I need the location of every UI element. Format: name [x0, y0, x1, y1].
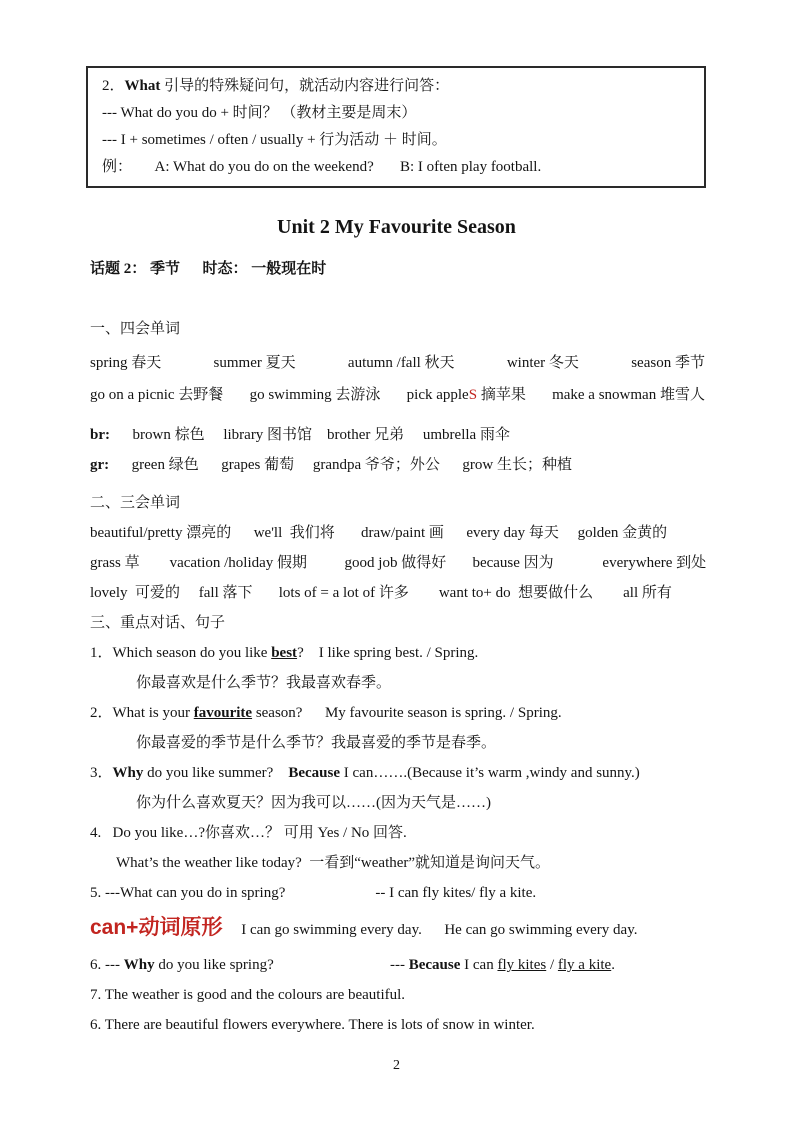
vocab-item-pick-apples: [407, 380, 526, 410]
can-structure-line: [90, 910, 733, 948]
sentence-text: season? My favourite season is spring. / Spring.: [252, 705, 562, 721]
grammar-box-line-2: --- What do you do + 时间？ （教材主要是周末）: [102, 105, 417, 121]
sentence-text: .: [611, 957, 615, 973]
sentence-text: 6. ---: [90, 957, 124, 973]
br-words-line: [90, 420, 733, 450]
sentence-text: 2．What is your: [90, 705, 194, 721]
section-1-heading: 一、四会单词: [90, 321, 181, 337]
three-skill-row-1: beautiful/pretty 漂亮的 we'll 我们将 draw/paint 画 every day 每天 golden 金黄的: [90, 525, 668, 541]
section-3-heading: 三、重点对话、句子: [90, 615, 226, 631]
sentence-7: 7. The weather is good and the colours are beautiful.: [90, 987, 406, 1003]
keyword-best: best: [271, 645, 298, 661]
sentence-4-weather: What’s the weather like today? 一看到“weather”就知道是询问天气。: [116, 855, 551, 871]
gr-label: gr:: [90, 457, 110, 473]
section-2-heading: 二、三会单词: [90, 495, 181, 511]
sentence-text: /: [546, 957, 558, 973]
three-skill-row-3: lovely 可爱的 fall 落下 lots of = a lot of 许多 want to+ do 想要做什么 all 所有: [90, 585, 672, 601]
vocab-item: go swimming 去游泳: [249, 387, 381, 403]
grammar-box: [86, 66, 706, 188]
sentence-2-en: [90, 698, 733, 728]
sentence-5: 5. ---What can you do in spring? -- I can fly kites/ fly a kite.: [90, 885, 537, 901]
grammar-box-line-1-keyword: What: [124, 78, 161, 94]
sentence-text: 1．Which season do you like: [90, 645, 272, 661]
can-structure-label: can+动词原形: [90, 916, 223, 939]
vocab-row-activities: [90, 380, 705, 410]
vocab-item: spring 春天: [90, 355, 162, 371]
br-words: brown 棕色 library 图书馆 brother 兄弟 umbrella 雨伞: [110, 427, 510, 443]
grammar-box-line-1-num: 2．: [102, 78, 125, 94]
sentence-4-en: 4. Do you like…?你喜欢…？ 可用 Yes / No 回答.: [90, 825, 407, 841]
sentence-text: do you like summer?: [143, 765, 289, 781]
underlined-fly-kites: fly kites: [497, 957, 547, 973]
grammar-box-line-4: 例： A: What do you do on the weekend? B: I often play football.: [102, 159, 542, 175]
gr-words-line: [90, 450, 733, 480]
keyword-why: Why: [123, 957, 155, 973]
red-letter-s: S: [468, 387, 478, 403]
underlined-fly-a-kite: fly a kite: [557, 957, 612, 973]
gr-words: green 绿色 grapes 葡萄 grandpa 爷爷；外公 grow 生长；种植: [109, 457, 573, 473]
sentence-1-en: [90, 638, 733, 668]
keyword-why: Why: [112, 765, 144, 781]
grammar-box-line-1-rest: 引导的特殊疑问句，就活动内容进行问答：: [160, 78, 450, 94]
sentence-3-cn: 你为什么喜欢夏天？因为我可以……(因为天气是……): [136, 795, 491, 811]
br-label: br:: [90, 427, 110, 443]
sentence-text: I can: [460, 957, 498, 973]
keyword-favourite: favourite: [193, 705, 253, 721]
sentence-3-en: [90, 758, 733, 788]
sentence-6: [90, 950, 733, 980]
three-skill-row-2: grass 草 vacation /holiday 假期 good job 做得好 because 因为 everywhere 到处: [90, 555, 707, 571]
keyword-because: Because: [408, 957, 461, 973]
can-structure-examples: I can go swimming every day. He can go swimming every day.: [222, 922, 638, 938]
vocab-item-text: pick apple: [406, 387, 469, 403]
grammar-box-line-3: --- I + sometimes / often / usually + 行为活动 ＋ 时间。: [102, 132, 447, 148]
topic-tense-line: 话题 2： 季节 时态： 一般现在时: [90, 261, 327, 277]
vocab-row-seasons: [90, 348, 705, 378]
unit-title: Unit 2 My Favourite Season: [277, 216, 516, 238]
vocab-item: autumn /fall 秋天: [347, 355, 455, 371]
sentence-text: do you like spring? ---: [154, 957, 409, 973]
sentence-text: I can…….(Because it’s warm ,windy and sunny.): [340, 765, 640, 781]
sentence-text: ? I like spring best. / Spring.: [297, 645, 479, 661]
vocab-item: summer 夏天: [213, 355, 296, 371]
sentence-8: 6. There are beautiful flowers everywhere. There is lots of snow in winter.: [90, 1017, 535, 1033]
grammar-box-line-1: [102, 73, 690, 100]
vocab-item: go on a picnic 去野餐: [90, 387, 224, 403]
sentence-1-cn: 你最喜欢是什么季节？我最喜欢春季。: [136, 675, 392, 691]
sentence-2-cn: 你最喜爱的季节是什么季节？我最喜爱的季节是春季。: [136, 735, 497, 751]
sentence-text: 3．: [90, 765, 113, 781]
vocab-item-text: 摘苹果: [477, 387, 526, 403]
vocab-item: make a snowman 堆雪人: [552, 387, 705, 403]
keyword-because: Because: [288, 765, 341, 781]
vocab-item: season 季节: [631, 355, 705, 371]
vocab-item: winter 冬天: [506, 355, 579, 371]
page-number: 2: [393, 1058, 400, 1073]
